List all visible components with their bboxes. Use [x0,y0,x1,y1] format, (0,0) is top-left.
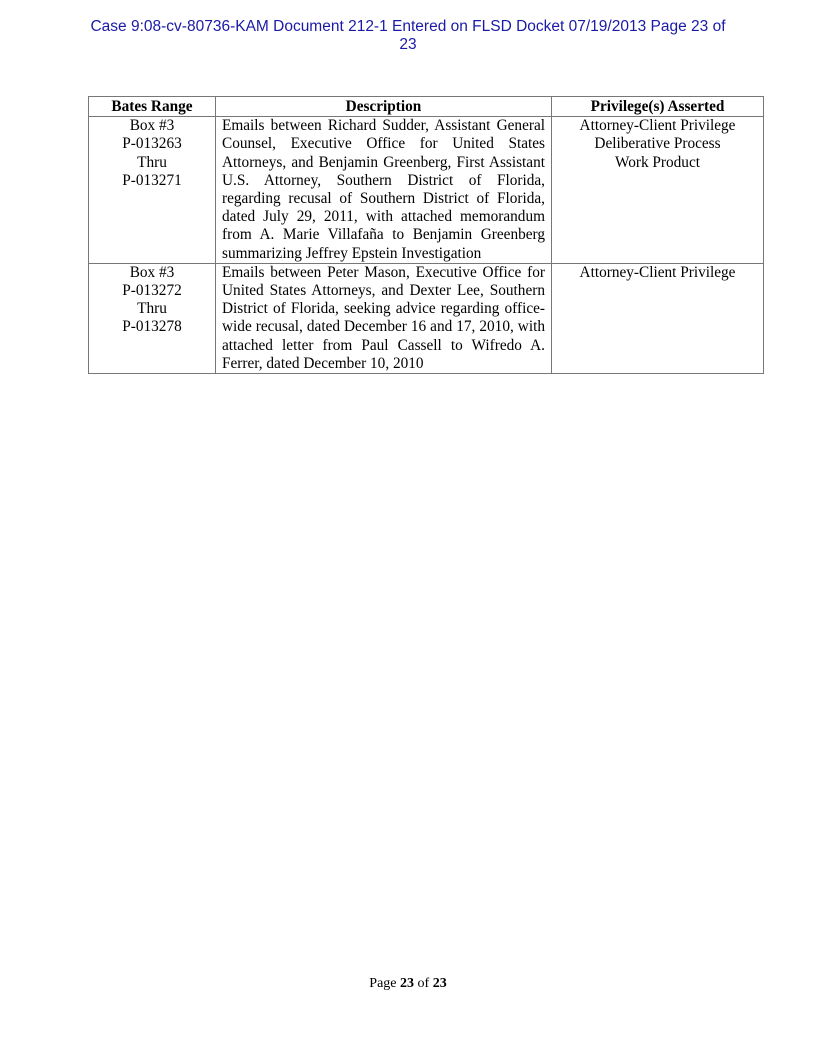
bates-end: P-013271 [122,171,182,189]
bates-end: P-013278 [122,318,182,336]
bates-start: P-013272 [122,282,182,300]
bates-range-cell [89,263,216,373]
case-header-line2: 23 [399,36,417,53]
column-header-bates-range: Bates Range [89,97,216,117]
footer-total-pages: 23 [432,976,447,991]
bates-thru: Thru [137,153,167,171]
bates-range-cell [89,117,216,264]
footer-current-page: 23 [400,976,415,991]
privilege-deliberative-process: Deliberative Process [594,135,721,153]
table-row [89,263,764,373]
footer-of: of [414,976,433,991]
column-header-privileges: Privilege(s) Asserted [552,97,764,117]
footer-prefix: Page [369,976,401,991]
bates-start: P-013263 [122,135,182,153]
privilege-attorney-client: Attorney-Client Privilege [579,117,736,135]
description-cell: Emails between Peter Mason, Executive Office for United States Attorneys, and Dexter Lee, Southern District of Florida, seeking advice regarding office-wide recusal, dated December 16 and 17, 2010, with attached letter from Paul Cassell to Wifredo A. Ferrer, dated December 10, 2010 [216,263,552,373]
table-header-row [89,97,764,117]
page-footer [0,976,816,992]
bates-box: Box #3 [129,263,175,281]
privilege-log-table [88,96,764,374]
bates-thru: Thru [137,300,167,318]
bates-box: Box #3 [129,117,175,135]
privileges-cell [552,263,764,373]
privilege-attorney-client: Attorney-Client Privilege [579,263,736,281]
table-row [89,117,764,264]
description-cell: Emails between Richard Sudder, Assistant General Counsel, Executive Office for United States Attorneys, and Benjamin Greenberg, First Assistant U.S. Attorney, Southern District of Florida, regarding recusal of Southern District of Florida, dated July 29, 2011, with attached memorandum from A. Marie Villafaña to Benjamin Greenberg summarizing Jeffrey Epstein Investigation [216,117,552,264]
case-header [40,18,776,54]
privileges-cell [552,117,764,264]
case-header-line1: Case 9:08-cv-80736-KAM Document 212-1 Entered on FLSD Docket 07/19/2013 Page 23 of [90,18,726,35]
privilege-work-product: Work Product [614,153,700,171]
column-header-description: Description [216,97,552,117]
